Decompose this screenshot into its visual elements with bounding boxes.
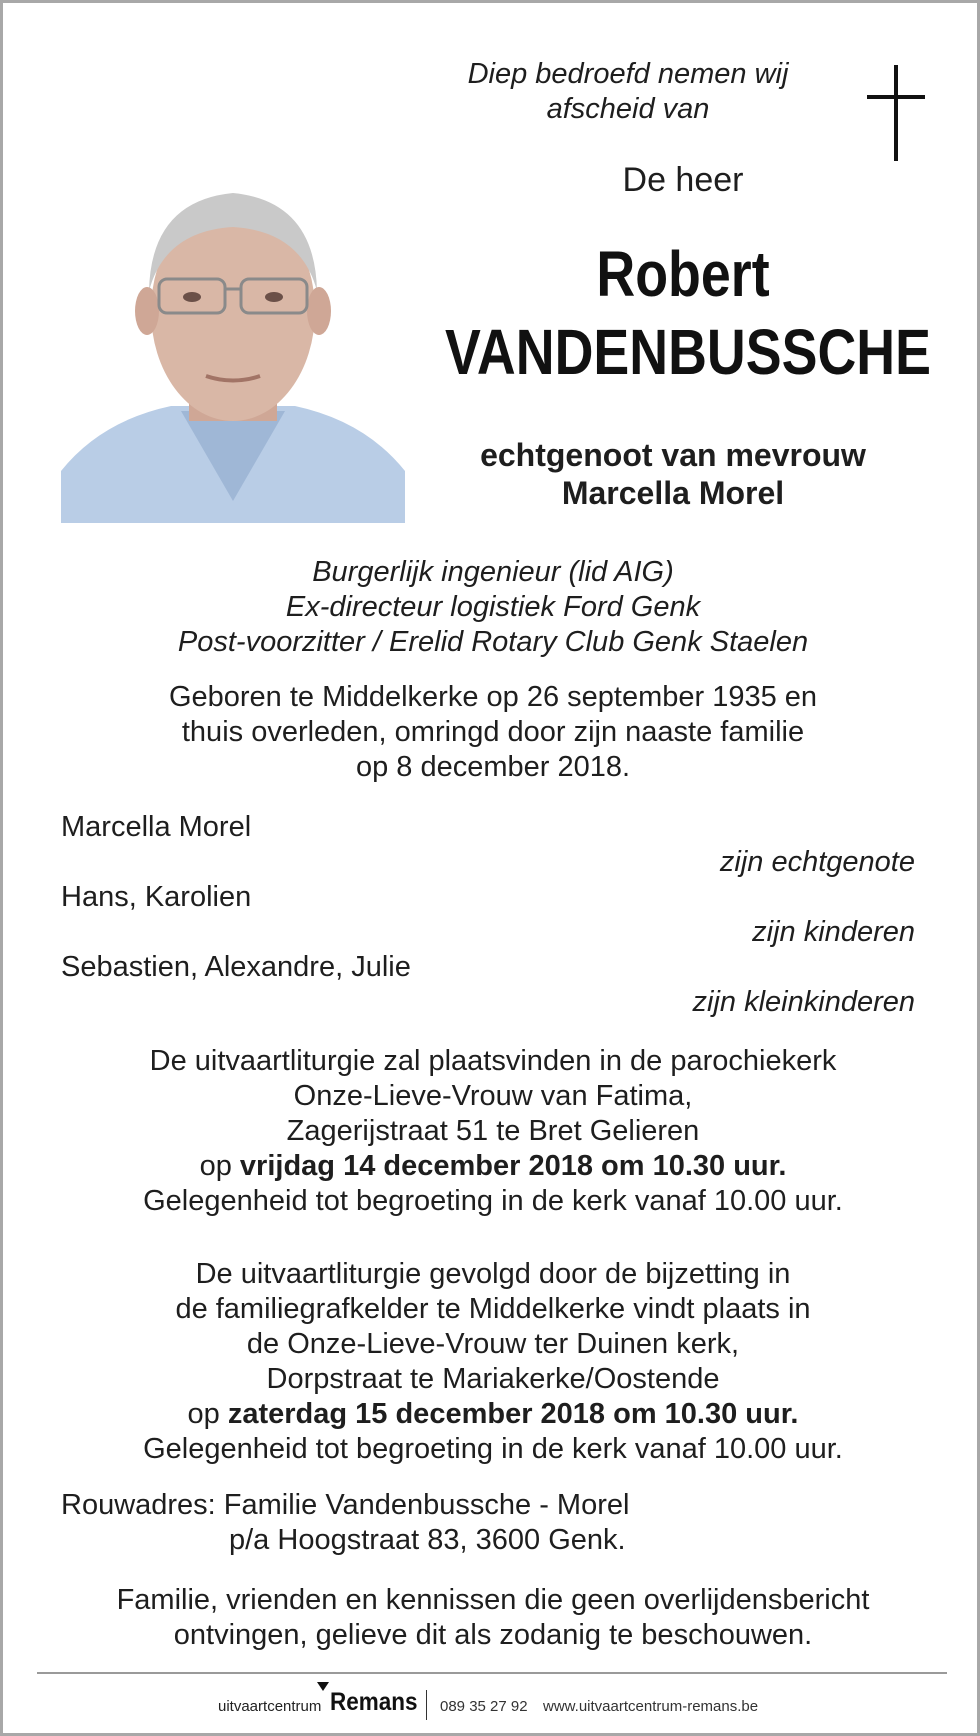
funeral-line: De uitvaartliturgie zal plaatsvinden in de parochiekerk bbox=[149, 1045, 837, 1077]
funeral-date-line bbox=[63, 1397, 923, 1432]
mourning-address-line-1: Rouwadres: Familie Vandenbussche - Morel bbox=[61, 1489, 630, 1521]
funeral-date-line bbox=[63, 1149, 923, 1184]
brand-name: Remans bbox=[330, 1688, 418, 1716]
birth-death-line: Geboren te Middelkerke op 26 september 1935 en bbox=[168, 681, 818, 713]
footer-divider bbox=[37, 1672, 947, 1674]
spouse-statement bbox=[423, 436, 923, 512]
website-link[interactable]: www.uitvaartcentrum-remans.be bbox=[543, 1698, 759, 1715]
brand-triangle-icon bbox=[317, 1682, 329, 1691]
honorific-title: De heer bbox=[622, 161, 744, 199]
closing-note bbox=[63, 1583, 923, 1653]
role-line: Post-voorzitter / Erelid Rotary Club Genk Staelen bbox=[177, 626, 809, 658]
role-line: Ex-directeur logistiek Ford Genk bbox=[285, 591, 701, 623]
funeral-line: de familiegrafkelder te Middelkerke vindt plaats in bbox=[175, 1293, 811, 1325]
phone-number: 089 35 27 92 bbox=[440, 1698, 528, 1715]
funeral-line: de Onze-Lieve-Vrouw ter Duinen kerk, bbox=[246, 1328, 740, 1360]
date-prefix: op bbox=[199, 1150, 240, 1182]
funeral-date: zaterdag 15 december 2018 om 10.30 uur. bbox=[227, 1398, 799, 1430]
deceased-last-name: VANDENBUSSCHE bbox=[445, 316, 931, 388]
professional-roles bbox=[63, 555, 923, 660]
date-prefix: op bbox=[187, 1398, 228, 1430]
spouse-line: echtgenoot van mevrouw bbox=[480, 437, 866, 473]
birth-death-statement bbox=[63, 680, 923, 785]
birth-death-line: thuis overleden, omringd door zijn naaste familie bbox=[181, 716, 805, 748]
birth-death-line: op 8 december 2018. bbox=[355, 751, 631, 783]
family-relation: zijn kleinkinderen bbox=[692, 986, 915, 1018]
intro-text bbox=[423, 57, 833, 127]
funeral-line: Onze-Lieve-Vrouw van Fatima, bbox=[293, 1080, 693, 1112]
family-relation: zijn echtgenote bbox=[719, 846, 915, 878]
closing-line: Familie, vrienden en kennissen die geen overlijdensbericht bbox=[116, 1584, 870, 1616]
spouse-line: Marcella Morel bbox=[561, 475, 785, 511]
funeral-service-1 bbox=[63, 1044, 923, 1219]
funeral-home-footer bbox=[3, 1688, 977, 1728]
family-member-names: Marcella Morel bbox=[61, 811, 252, 843]
family-relation: zijn kinderen bbox=[752, 916, 915, 948]
funeral-service-2 bbox=[63, 1257, 923, 1467]
role-line: Burgerlijk ingenieur (lid AIG) bbox=[312, 556, 674, 588]
funeral-date: vrijdag 14 december 2018 om 10.30 uur. bbox=[239, 1150, 787, 1182]
family-member-names: Sebastien, Alexandre, Julie bbox=[61, 951, 411, 983]
family-member-names: Hans, Karolien bbox=[61, 881, 252, 913]
portrait-photo bbox=[61, 171, 405, 523]
greeting-line: Gelegenheid tot begroeting in de kerk vanaf 10.00 uur. bbox=[143, 1433, 843, 1465]
deceased-first-name: Robert bbox=[596, 238, 770, 310]
funeral-line: Dorpstraat te Mariakerke/Oostende bbox=[266, 1363, 720, 1395]
cross-icon bbox=[867, 65, 925, 161]
greeting-line: Gelegenheid tot begroeting in de kerk vanaf 10.00 uur. bbox=[143, 1185, 843, 1217]
footer-separator bbox=[426, 1690, 427, 1720]
funeral-line: Zagerijstraat 51 te Bret Gelieren bbox=[286, 1115, 700, 1147]
intro-line: afscheid van bbox=[546, 93, 710, 125]
funeral-line: De uitvaartliturgie gevolgd door de bijzetting in bbox=[195, 1258, 791, 1290]
brand-prefix: uitvaartcentrum bbox=[218, 1698, 322, 1715]
closing-line: ontvingen, gelieve dit als zodanig te beschouwen. bbox=[173, 1619, 813, 1651]
intro-line: Diep bedroefd nemen wij bbox=[467, 58, 789, 90]
mourning-address-line-2: p/a Hoogstraat 83, 3600 Genk. bbox=[229, 1524, 626, 1556]
